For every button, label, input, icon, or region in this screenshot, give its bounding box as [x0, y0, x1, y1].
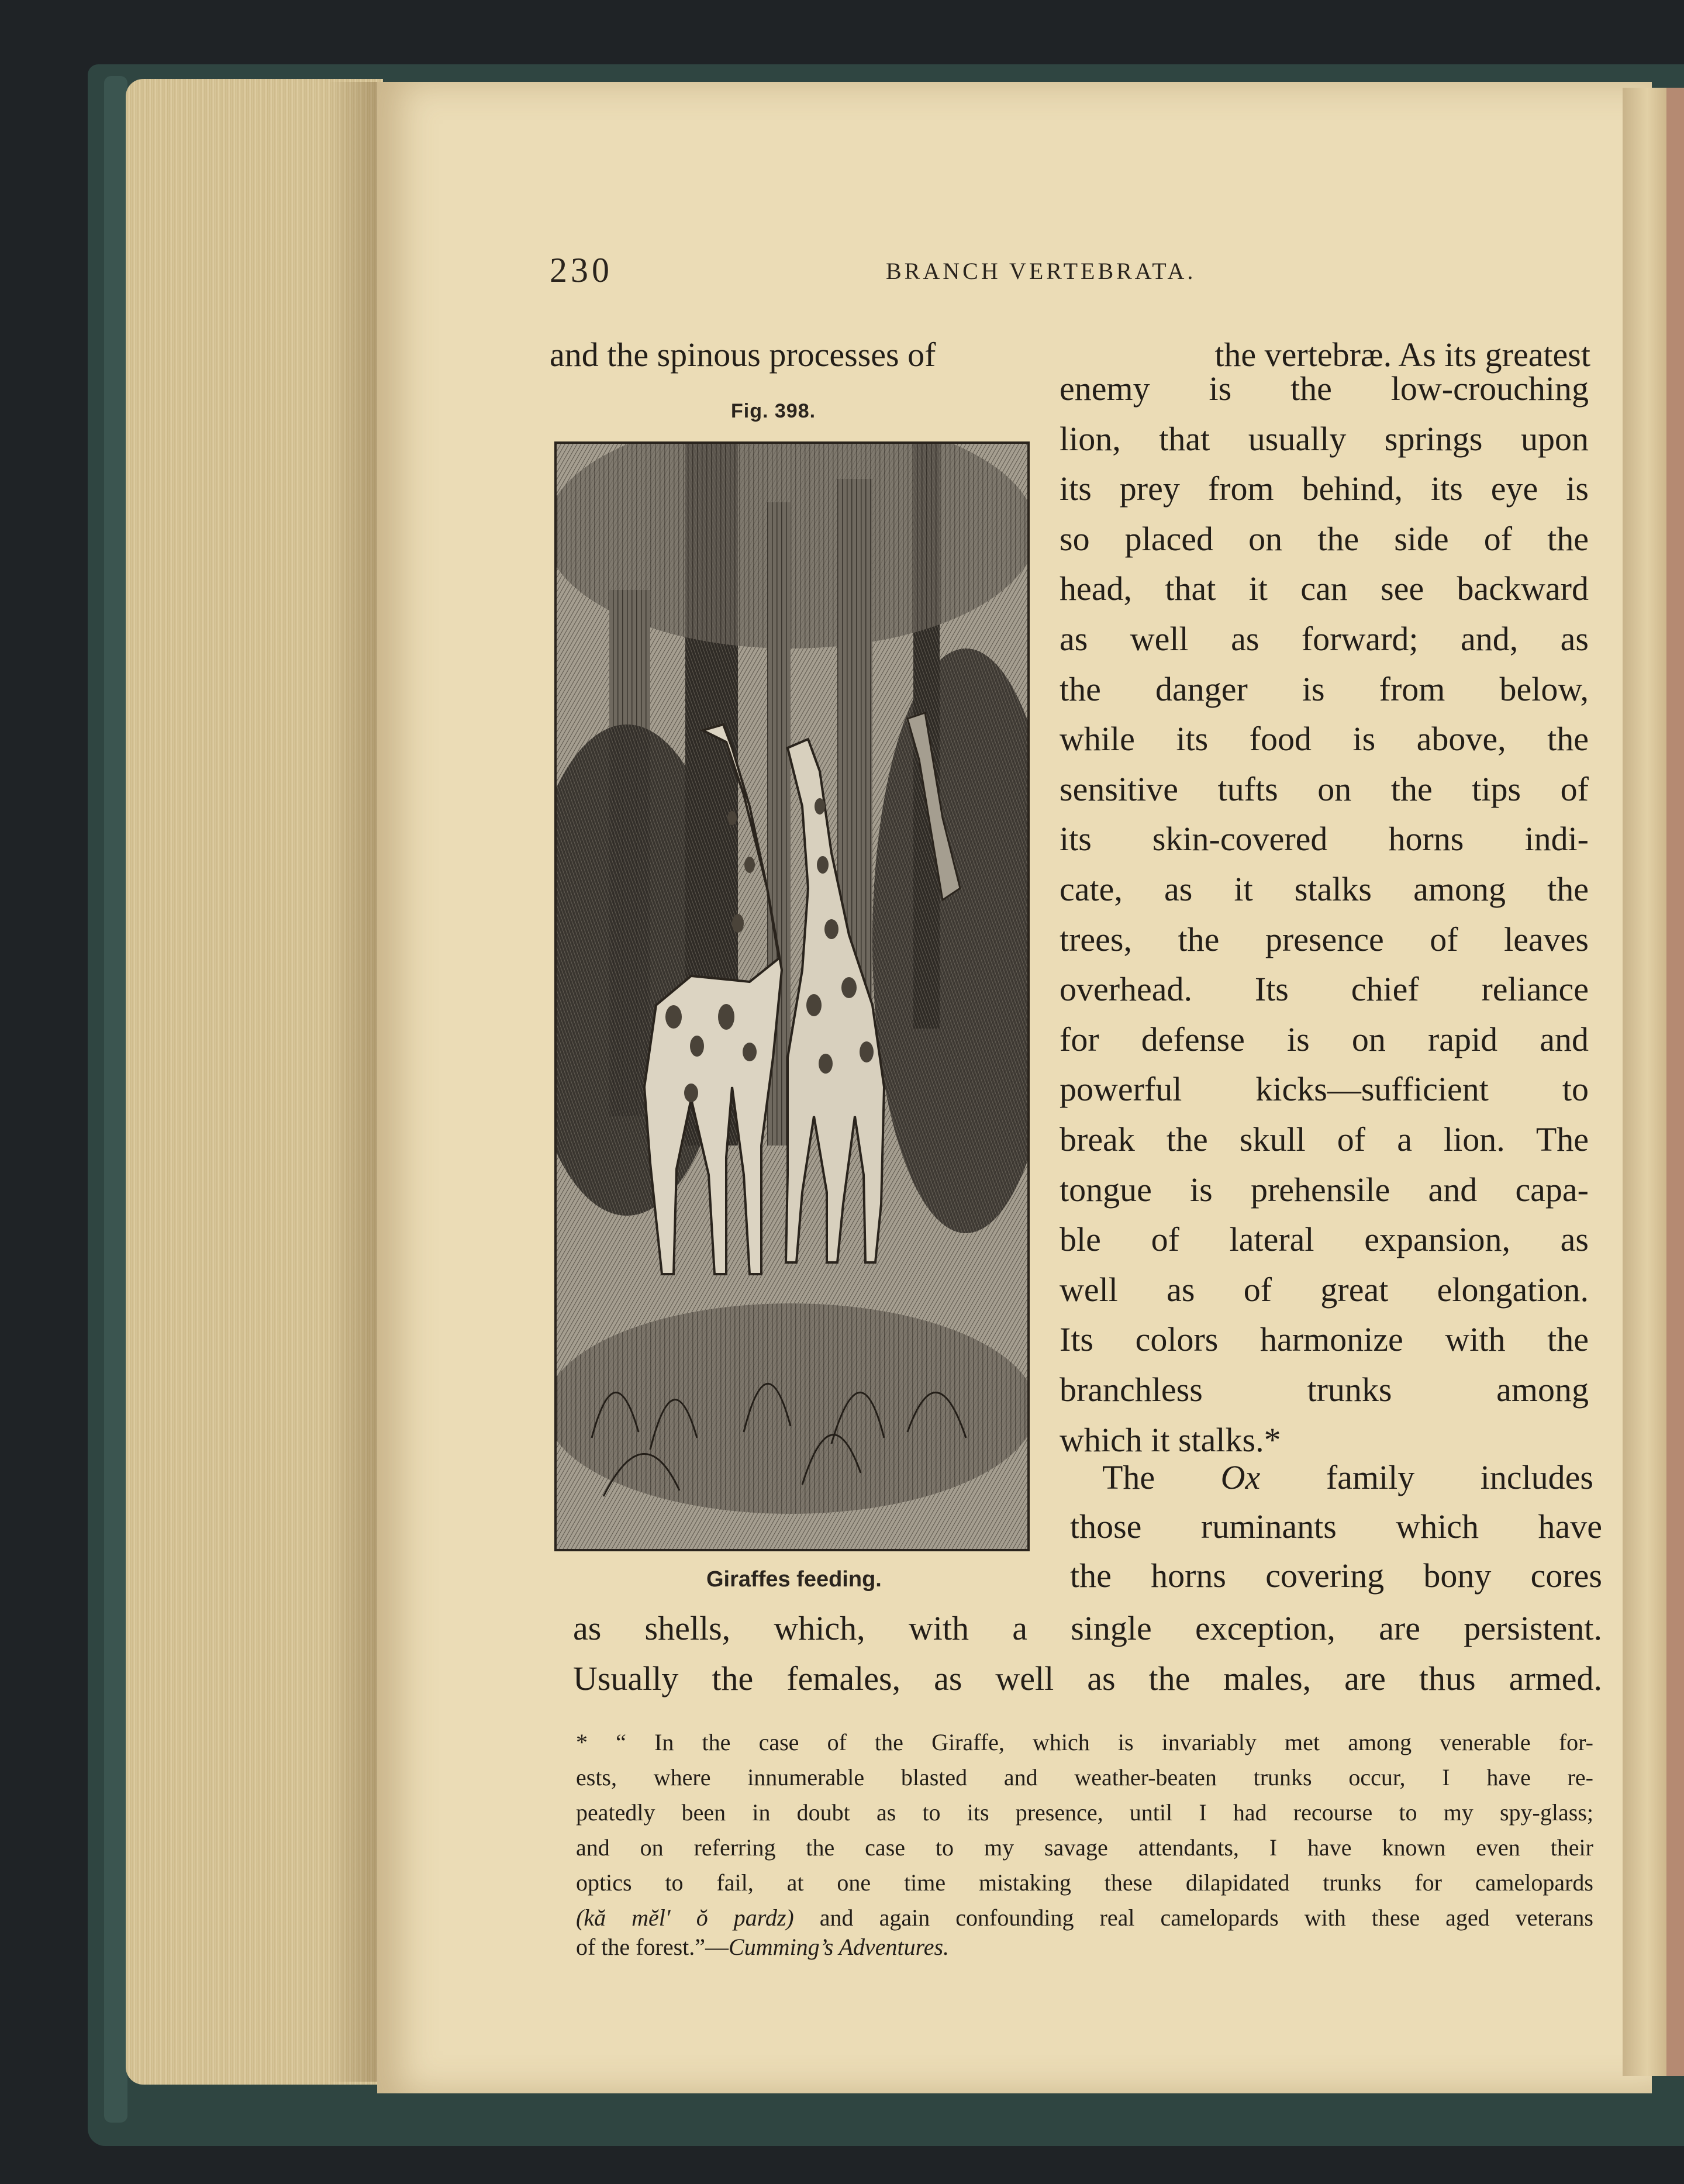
- right-col-line: Its colors harmonize with the: [1060, 1320, 1589, 1359]
- body-line-first-a: and the spinous processes of: [550, 336, 936, 374]
- figure-label: Fig. 398.: [731, 400, 816, 422]
- right-col-line: its prey from behind, its eye is: [1060, 470, 1589, 508]
- running-head: BRANCH VERTEBRATA.: [886, 258, 1196, 284]
- footnote-line-6: [576, 1906, 1593, 1930]
- right-col-line: as well as forward; and, as: [1060, 620, 1589, 658]
- footnote-line-6-text: and again confounding real camelopards with these aged veterans: [819, 1904, 1593, 1931]
- giraffe-engraving: [554, 441, 1030, 1551]
- figure-caption: Giraffes feeding.: [706, 1567, 882, 1592]
- right-col-line: which it stalks.*: [1060, 1420, 1281, 1459]
- full-end-line: Usually the females, as well as the males, are thus armed.: [573, 1659, 1602, 1697]
- ox-line: [1067, 1458, 1593, 1496]
- right-col-line: while its food is above, the: [1060, 720, 1589, 758]
- body-line-first: [550, 338, 1590, 372]
- right-col-line: enemy is the low-crouching: [1060, 370, 1589, 408]
- body-line-first-b: the vertebræ. As its greatest: [1214, 336, 1590, 374]
- footnote-line-7-prefix: of the forest.”—: [576, 1934, 729, 1960]
- right-col-line: break the skull of a lion. The: [1060, 1120, 1589, 1158]
- footnote-source: Cumming’s Adventures.: [729, 1934, 950, 1960]
- right-col-line: overhead. Its chief reliance: [1060, 970, 1589, 1009]
- footnote-line-7: [576, 1935, 949, 1959]
- right-col-line: its skin-covered horns indi-: [1060, 820, 1589, 858]
- right-col-line: cate, as it stalks among the: [1060, 870, 1589, 908]
- right-col-line: well as of great elongation.: [1060, 1270, 1589, 1309]
- footnote-line: peatedly been in doubt as to its presence, until I had recourse to my spy-glass;: [576, 1799, 1593, 1826]
- giraffe-illustration: [557, 444, 1027, 1549]
- ox-prefix: The: [1102, 1458, 1155, 1496]
- right-col-line: head, that it can see backward: [1060, 570, 1589, 608]
- right-col-line: sensitive tufts on the tips of: [1060, 770, 1589, 808]
- ox-suffix: family includes: [1326, 1458, 1593, 1496]
- footnote-line: * “ In the case of the Giraffe, which is invariably met among venerable for-: [576, 1729, 1593, 1755]
- right-col-line: branchless trunks among: [1060, 1371, 1589, 1409]
- footnote-line: optics to fail, at one time mistaking these dilapidated trunks for camelopards: [576, 1869, 1593, 1896]
- right-col-line: lion, that usually springs upon: [1060, 419, 1589, 458]
- full-end-line: as shells, which, with a single exception, are persistent.: [573, 1609, 1602, 1647]
- right-col-line: so placed on the side of the: [1060, 519, 1589, 558]
- cover-edge: [104, 76, 127, 2123]
- right-col-line: tongue is prehensile and capa-: [1060, 1170, 1589, 1209]
- right-col-2-line: those ruminants which have: [1070, 1507, 1602, 1545]
- right-col-line: trees, the presence of leaves: [1060, 920, 1589, 958]
- right-col-line: the danger is from below,: [1060, 670, 1589, 708]
- footnote-pronunciation: (kă mĕl′ ŏ pardz): [576, 1904, 794, 1931]
- right-col-2-line: the horns covering bony cores: [1070, 1557, 1602, 1595]
- page-number: 230: [550, 251, 613, 289]
- right-col-line: powerful kicks—sufficient to: [1060, 1070, 1589, 1109]
- right-col-line: for defense is on rapid and: [1060, 1020, 1589, 1058]
- ox-italic: Ox: [1220, 1458, 1261, 1496]
- footnote-line: and on referring the case to my savage attendants, I have known even their: [576, 1834, 1593, 1861]
- red-page-edge: [1666, 88, 1684, 2076]
- right-col-line: ble of lateral expansion, as: [1060, 1220, 1589, 1259]
- footnote-line: ests, where innumerable blasted and weather-beaten trunks occur, I have re-: [576, 1764, 1593, 1790]
